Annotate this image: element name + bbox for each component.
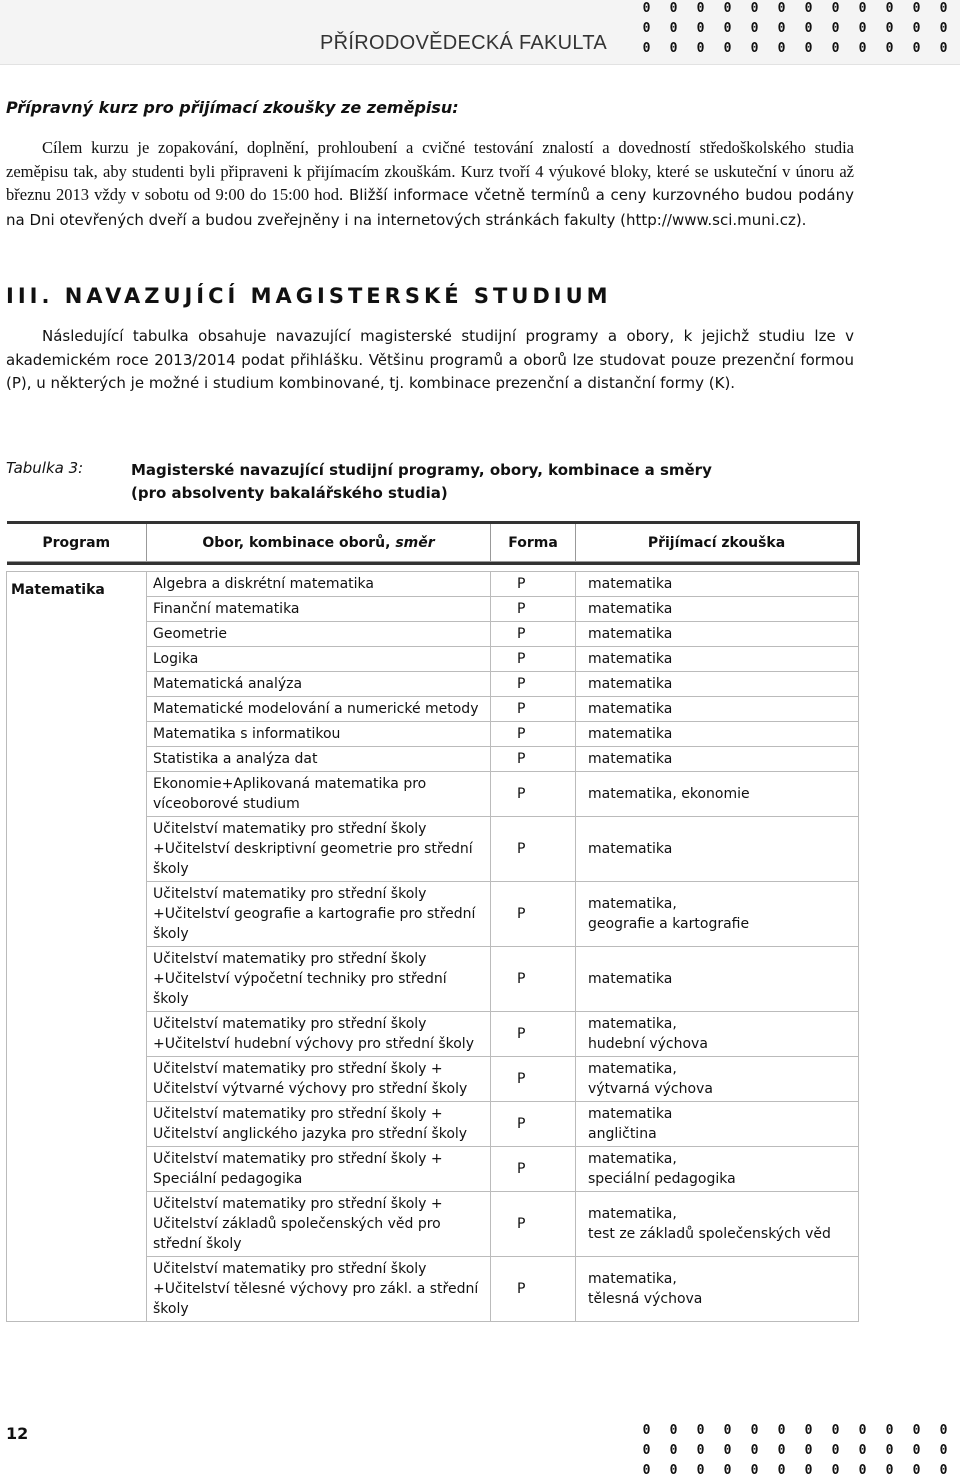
field-cell: Učitelství matematiky pro střední školy +Učitelství deskriptivní geometrie pro střední školy: [147, 817, 491, 882]
logo-glyph: 0: [642, 1, 651, 16]
exam-cell: matematika: [576, 722, 859, 747]
logo-glyph: 0: [696, 1463, 705, 1478]
header-field-em: směr: [395, 535, 435, 551]
course-text-serif: Cílem kurzu je zopakování, doplnění, prohloubení a cvičné testování znalostí a dovedností středoškolského studia zeměpisu tak, aby studenti byli připraveni k přijímacím zkouškám. Kurz tvoří 4 výukové bloky, které se uskuteční v únoru až březnu 2013 vždy v sobotu od 9:00 do 15:00 hod.: [6, 138, 854, 204]
field-cell: Logika: [147, 647, 491, 672]
page-number: 12: [6, 1424, 29, 1443]
table-caption-label: Tabulka 3:: [6, 459, 84, 477]
course-paragraph-end: ).: [795, 210, 807, 229]
logo-glyph: 0: [669, 1423, 678, 1438]
exam-cell: matematika, test ze základů společenských věd: [576, 1192, 859, 1257]
section-title: III. NAVAZUJÍCÍ MAGISTERSKÉ STUDIUM: [6, 284, 612, 308]
field-cell: Algebra a diskrétní matematika: [147, 572, 491, 597]
form-cell: P: [491, 1012, 576, 1057]
logo-glyph: 0: [696, 1, 705, 16]
form-cell: P: [491, 672, 576, 697]
exam-cell: matematika angličtina: [576, 1102, 859, 1147]
form-cell: P: [491, 697, 576, 722]
exam-cell: matematika, výtvarná výchova: [576, 1057, 859, 1102]
logo-glyph: 0: [750, 1443, 759, 1458]
logo-glyph: 0: [885, 1423, 894, 1438]
logo-glyph: 0: [939, 1, 948, 16]
table-caption-line1: Magisterské navazující studijní programy, obory, kombinace a směry: [131, 461, 712, 479]
logo-glyph: 0: [696, 1423, 705, 1438]
exam-cell: matematika: [576, 672, 859, 697]
logo-glyph: 0: [912, 1463, 921, 1478]
field-cell: Učitelství matematiky pro střední školy + Učitelství výtvarné výchovy pro střední školy: [147, 1057, 491, 1102]
logo-glyph: 0: [912, 1, 921, 16]
logo-glyph: 0: [831, 1463, 840, 1478]
exam-cell: matematika: [576, 747, 859, 772]
header-form: Forma: [491, 523, 576, 564]
course-info-text: Bližší informace včetně termínů a ceny kurzovného budou podány na Dni otevřených dveří a budou zveřejněny i na internetových stránkách fakulty (: [6, 186, 855, 229]
logo-glyph: 0: [777, 1463, 786, 1478]
logo-glyph: 0: [912, 21, 921, 36]
form-cell: P: [491, 622, 576, 647]
logo-glyph: 0: [804, 1443, 813, 1458]
faculty-website-link[interactable]: http://www.sci.muni.cz: [626, 210, 796, 229]
logo-glyph: 0: [669, 1, 678, 16]
logo-glyph: 0: [939, 1463, 948, 1478]
logo-glyph: 0: [939, 1423, 948, 1438]
header-program: Program: [7, 523, 147, 564]
logo-glyph: 0: [750, 41, 759, 56]
exam-cell: matematika: [576, 697, 859, 722]
logo-glyph: 0: [912, 1423, 921, 1438]
form-cell: P: [491, 882, 576, 947]
exam-cell: matematika: [576, 597, 859, 622]
muni-logo-icon: [633, 2, 957, 56]
logo-glyph: 0: [885, 1443, 894, 1458]
logo-glyph: 0: [804, 21, 813, 36]
exam-cell: matematika, speciální pedagogika: [576, 1147, 859, 1192]
header-exam: Přijímací zkouška: [576, 523, 859, 564]
field-cell: Finanční matematika: [147, 597, 491, 622]
form-cell: P: [491, 722, 576, 747]
logo-glyph: 0: [750, 1423, 759, 1438]
table-caption-line2: (pro absolventy bakalářského studia): [131, 484, 448, 502]
exam-cell: matematika: [576, 817, 859, 882]
logo-glyph: 0: [912, 41, 921, 56]
table-header-row: [7, 523, 859, 564]
logo-glyph: 0: [642, 1423, 651, 1438]
exam-cell: matematika: [576, 622, 859, 647]
logo-glyph: 0: [858, 41, 867, 56]
exam-cell: matematika, hudební výchova: [576, 1012, 859, 1057]
form-cell: P: [491, 1192, 576, 1257]
logo-glyph: 0: [723, 1443, 732, 1458]
header-field-text: Obor, kombinace oborů,: [202, 535, 396, 551]
form-cell: P: [491, 1102, 576, 1147]
logo-glyph: 0: [669, 1443, 678, 1458]
form-cell: P: [491, 597, 576, 622]
program-cell: Matematika: [7, 572, 147, 1322]
logo-glyph: 0: [777, 41, 786, 56]
field-cell: Učitelství matematiky pro střední školy +Učitelství hudební výchovy pro střední školy: [147, 1012, 491, 1057]
logo-glyph: 0: [858, 1, 867, 16]
logo-glyph: 0: [777, 1, 786, 16]
logo-glyph: 0: [750, 21, 759, 36]
field-cell: Učitelství matematiky pro střední školy + Učitelství základů společenských věd pro střední školy: [147, 1192, 491, 1257]
logo-glyph: 0: [642, 1463, 651, 1478]
logo-glyph: 0: [804, 41, 813, 56]
logo-glyph: 0: [831, 1, 840, 16]
logo-glyph: 0: [723, 1463, 732, 1478]
logo-glyph: 0: [831, 21, 840, 36]
exam-cell: matematika: [576, 947, 859, 1012]
form-cell: P: [491, 747, 576, 772]
logo-glyph: 0: [939, 21, 948, 36]
field-cell: Učitelství matematiky pro střední školy + Učitelství anglického jazyka pro střední školy: [147, 1102, 491, 1147]
field-cell: Geometrie: [147, 622, 491, 647]
logo-glyph: 0: [804, 1463, 813, 1478]
logo-glyph: 0: [831, 41, 840, 56]
logo-glyph: 0: [777, 1423, 786, 1438]
course-paragraph: [6, 136, 854, 232]
logo-glyph: 0: [885, 1463, 894, 1478]
logo-glyph: 0: [750, 1463, 759, 1478]
field-cell: Učitelství matematiky pro střední školy + Speciální pedagogika: [147, 1147, 491, 1192]
logo-glyph: 0: [858, 1443, 867, 1458]
logo-glyph: 0: [804, 1, 813, 16]
logo-glyph: 0: [642, 41, 651, 56]
logo-glyph: 0: [723, 21, 732, 36]
table-caption-text: [131, 459, 831, 505]
logo-glyph: 0: [939, 41, 948, 56]
logo-glyph: 0: [669, 41, 678, 56]
logo-glyph: 0: [858, 1423, 867, 1438]
form-cell: P: [491, 647, 576, 672]
logo-glyph: 0: [723, 1, 732, 16]
field-cell: Učitelství matematiky pro střední školy +Učitelství geografie a kartografie pro střední školy: [147, 882, 491, 947]
section-paragraph: Následující tabulka obsahuje navazující magisterské studijní programy a obory, k jejichž studiu lze v akademickém roce 2013/2014 podat přihlášku. Většinu programů a oborů lze studovat pouze prezenční formou (P), u některých je možné i studium kombinované, tj. kombinace prezenční a distanční formy (K).: [6, 327, 854, 392]
logo-glyph: 0: [831, 1443, 840, 1458]
logo-glyph: 0: [858, 21, 867, 36]
logo-glyph: 0: [939, 1443, 948, 1458]
logo-glyph: 0: [777, 21, 786, 36]
logo-glyph: 0: [642, 1443, 651, 1458]
table-gap-row: [7, 564, 859, 572]
logo-glyph: 0: [831, 1423, 840, 1438]
programs-table: [6, 521, 860, 1322]
logo-glyph: 0: [723, 41, 732, 56]
form-cell: P: [491, 1257, 576, 1322]
exam-cell: matematika: [576, 647, 859, 672]
logo-glyph: 0: [858, 1463, 867, 1478]
field-cell: Matematika s informatikou: [147, 722, 491, 747]
form-cell: P: [491, 1147, 576, 1192]
logo-glyph: 0: [750, 1, 759, 16]
logo-glyph: 0: [885, 21, 894, 36]
field-cell: Matematické modelování a numerické metody: [147, 697, 491, 722]
logo-glyph: 0: [642, 21, 651, 36]
logo-glyph: 0: [723, 1423, 732, 1438]
logo-glyph: 0: [696, 41, 705, 56]
field-cell: Statistika a analýza dat: [147, 747, 491, 772]
exam-cell: matematika: [576, 572, 859, 597]
logo-glyph: 0: [696, 1443, 705, 1458]
field-cell: Matematická analýza: [147, 672, 491, 697]
table-row: [7, 572, 859, 597]
logo-glyph: 0: [696, 21, 705, 36]
logo-glyph: 0: [669, 21, 678, 36]
form-cell: P: [491, 817, 576, 882]
form-cell: P: [491, 572, 576, 597]
logo-glyph: 0: [885, 41, 894, 56]
exam-cell: matematika, geografie a kartografie: [576, 882, 859, 947]
field-cell: Ekonomie+Aplikovaná matematika pro víceoborové studium: [147, 772, 491, 817]
logo-glyph: 0: [912, 1443, 921, 1458]
field-cell: Učitelství matematiky pro střední školy +Učitelství tělesné výchovy pro zákl. a střední školy: [147, 1257, 491, 1322]
field-cell: Učitelství matematiky pro střední školy +Učitelství výpočetní techniky pro střední školy: [147, 947, 491, 1012]
muni-logo-footer-icon: [633, 1424, 957, 1478]
logo-glyph: 0: [669, 1463, 678, 1478]
logo-glyph: 0: [804, 1423, 813, 1438]
form-cell: P: [491, 1057, 576, 1102]
header-field: [147, 523, 491, 564]
exam-cell: matematika, ekonomie: [576, 772, 859, 817]
form-cell: P: [491, 772, 576, 817]
exam-cell: matematika, tělesná výchova: [576, 1257, 859, 1322]
form-cell: P: [491, 947, 576, 1012]
logo-glyph: 0: [885, 1, 894, 16]
faculty-name: PŘÍRODOVĚDECKÁ FAKULTA: [320, 32, 608, 54]
course-heading: Přípravný kurz pro přijímací zkoušky ze zeměpisu:: [6, 98, 459, 117]
logo-glyph: 0: [777, 1443, 786, 1458]
